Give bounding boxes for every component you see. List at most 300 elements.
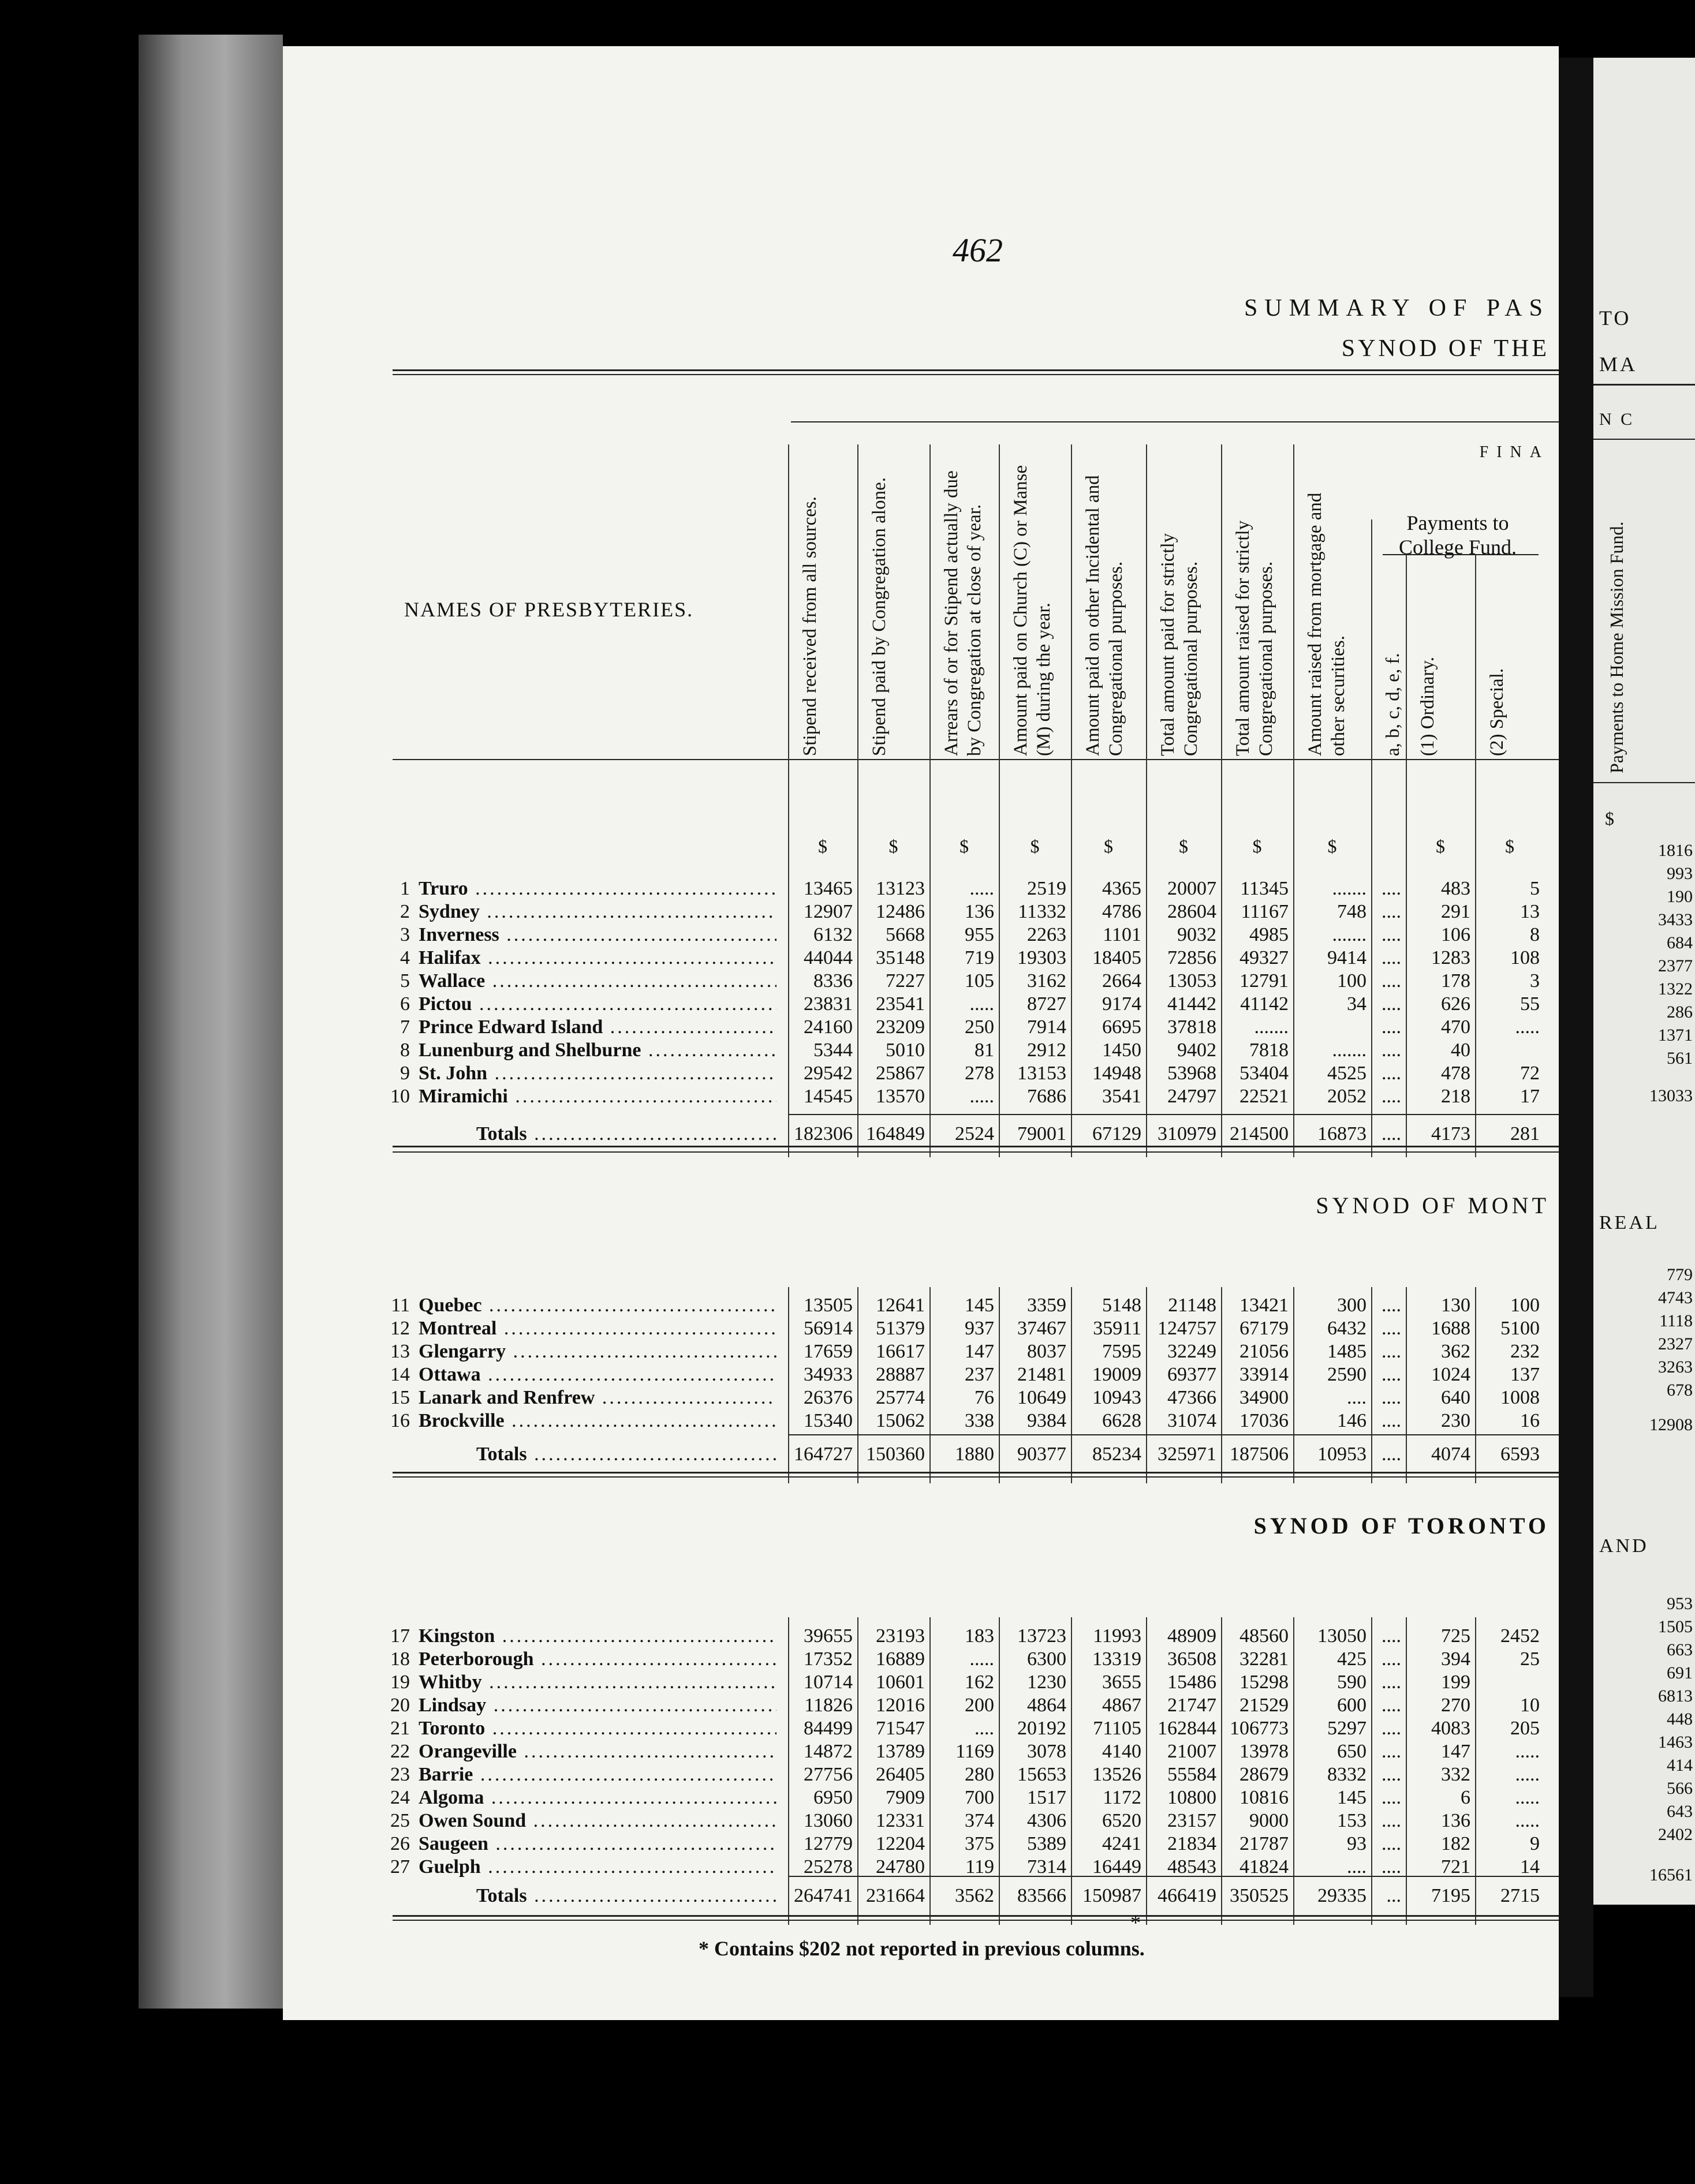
cell-col-1: 29542 xyxy=(804,1063,853,1084)
cell-col-11: 2715 xyxy=(1500,1885,1540,1906)
cell-col-7: 12791 xyxy=(1239,970,1289,992)
cell-col-10: 130 xyxy=(1441,1295,1470,1316)
cell-col-10: 478 xyxy=(1441,1063,1470,1084)
facing-value: 566 xyxy=(1667,1779,1693,1798)
cell-col-7: 34900 xyxy=(1239,1387,1289,1408)
cell-col-11: 9 xyxy=(1530,1833,1540,1854)
cell-col-3: 119 xyxy=(965,1856,994,1878)
cell-col-4: 10649 xyxy=(1017,1387,1066,1408)
table-row xyxy=(283,1763,1559,1786)
presbytery-name: Montreal ..... xyxy=(419,1317,776,1340)
presbytery-name: Lunenburg and Shelburne ..... xyxy=(419,1039,776,1062)
cell-col-7: 10816 xyxy=(1239,1787,1289,1808)
cell-col-6: 13053 xyxy=(1167,970,1216,992)
cell-col-7: 28679 xyxy=(1239,1764,1289,1785)
cell-col-10: 626 xyxy=(1441,993,1470,1015)
table-row xyxy=(283,993,1559,1016)
cell-col-1: 26376 xyxy=(804,1387,853,1408)
cell-col-1: 17659 xyxy=(804,1341,853,1362)
cell-col-11: 2452 xyxy=(1500,1625,1540,1647)
row-number: 15 xyxy=(390,1387,410,1408)
table-row xyxy=(283,1648,1559,1671)
cell-col-10: 721 xyxy=(1441,1856,1470,1878)
column-header-6: Total amount paid for strictly Congregational purposes. xyxy=(1158,533,1201,756)
totals-row xyxy=(283,1123,1559,1146)
cell-col-3: 338 xyxy=(965,1410,994,1431)
header-rule xyxy=(393,369,1559,371)
facing-value: 1505 xyxy=(1658,1617,1693,1636)
cell-col-1: 12907 xyxy=(804,901,853,922)
row-number: 19 xyxy=(390,1671,410,1693)
cell-col-5: 1172 xyxy=(1103,1787,1141,1808)
presbytery-name: Glengarry ..... xyxy=(419,1340,776,1363)
cell-col-6: 325971 xyxy=(1158,1443,1216,1465)
cell-col-9: .... xyxy=(1382,1318,1401,1339)
cell-col-11: ..... xyxy=(1515,1764,1540,1785)
cell-col-8: 748 xyxy=(1337,901,1367,922)
cell-col-7: 214500 xyxy=(1230,1123,1289,1145)
cell-col-1: 13505 xyxy=(804,1295,853,1316)
cell-col-1: 44044 xyxy=(804,947,853,968)
cell-col-8: 34 xyxy=(1347,993,1367,1015)
cell-col-8: 145 xyxy=(1337,1787,1367,1808)
cell-col-4: 13153 xyxy=(1017,1063,1066,1084)
cell-col-11: 108 xyxy=(1510,947,1540,968)
cell-col-8: 16873 xyxy=(1317,1123,1367,1145)
table-row xyxy=(283,1363,1559,1386)
cell-col-8: 29335 xyxy=(1317,1885,1367,1906)
cell-col-8: 9414 xyxy=(1327,947,1367,968)
cell-col-8: 425 xyxy=(1337,1648,1367,1670)
cell-col-2: 23193 xyxy=(876,1625,925,1647)
cell-col-3: 200 xyxy=(965,1695,994,1716)
cell-col-2: 5668 xyxy=(886,924,925,945)
cell-col-4: 2912 xyxy=(1027,1039,1066,1061)
cell-col-2: 12331 xyxy=(876,1810,925,1831)
cell-col-6: 72856 xyxy=(1167,947,1216,968)
cell-col-11: 10 xyxy=(1520,1695,1540,1716)
facing-value: 286 xyxy=(1667,1003,1693,1022)
cell-col-4: 15653 xyxy=(1017,1764,1066,1785)
cell-col-8: 13050 xyxy=(1317,1625,1367,1647)
cell-col-1: 23831 xyxy=(804,993,853,1015)
cell-col-1: 5344 xyxy=(813,1039,853,1061)
cell-col-6: 47366 xyxy=(1167,1387,1216,1408)
cell-col-2: 15062 xyxy=(876,1410,925,1431)
cell-col-7: 17036 xyxy=(1239,1410,1289,1431)
cell-col-6: 9032 xyxy=(1177,924,1216,945)
facing-total: 12908 xyxy=(1649,1415,1693,1434)
cell-col-1: 182306 xyxy=(794,1123,853,1145)
cell-col-3: ..... xyxy=(969,993,994,1015)
facing-value: 1322 xyxy=(1658,979,1693,998)
facing-total: 16561 xyxy=(1649,1865,1693,1884)
cell-col-9: .... xyxy=(1382,1695,1401,1716)
cell-col-8: 153 xyxy=(1337,1810,1367,1831)
cell-col-7: 13421 xyxy=(1239,1295,1289,1316)
presbytery-name: Guelph ..... xyxy=(419,1856,776,1879)
cell-col-11: 1008 xyxy=(1500,1387,1540,1408)
cell-col-6: 15486 xyxy=(1167,1671,1216,1693)
cell-col-4: 3078 xyxy=(1027,1741,1066,1762)
cell-col-5: 6628 xyxy=(1102,1410,1141,1431)
cell-col-6: 41442 xyxy=(1167,993,1216,1015)
cell-col-5: 1101 xyxy=(1103,924,1141,945)
cell-col-7: 350525 xyxy=(1230,1885,1289,1906)
column-header-8: Amount raised from mortgage and other securities. xyxy=(1305,492,1349,756)
facing-value: 993 xyxy=(1667,864,1693,883)
column-header-rule xyxy=(393,759,1559,760)
facing-total: 13033 xyxy=(1649,1086,1693,1105)
cell-col-3: 375 xyxy=(965,1833,994,1854)
cell-col-9: .... xyxy=(1382,1764,1401,1785)
presbytery-name: Halifax ..... xyxy=(419,947,776,970)
cell-col-8: 600 xyxy=(1337,1695,1367,1716)
cell-col-5: 4241 xyxy=(1102,1833,1141,1854)
cell-col-11: 13 xyxy=(1520,901,1540,922)
cell-col-5: 14948 xyxy=(1092,1063,1141,1084)
cell-col-9: .... xyxy=(1382,901,1401,922)
cell-col-4: 7914 xyxy=(1027,1016,1066,1038)
table-row xyxy=(283,970,1559,993)
synod-heading: SYNOD OF MONT xyxy=(1316,1192,1550,1218)
cell-col-1: 8336 xyxy=(813,970,853,992)
cell-col-3: 280 xyxy=(965,1764,994,1785)
cell-col-4: 6300 xyxy=(1027,1648,1066,1670)
cell-col-2: 16889 xyxy=(876,1648,925,1670)
cell-col-1: 6950 xyxy=(813,1787,853,1808)
cell-col-10: 147 xyxy=(1441,1741,1470,1762)
table-row xyxy=(283,1386,1559,1409)
cell-col-5: 85234 xyxy=(1092,1443,1141,1465)
cell-col-6: 20007 xyxy=(1167,878,1216,899)
cell-col-5: 1450 xyxy=(1102,1039,1141,1061)
row-number: 14 xyxy=(390,1364,410,1385)
cell-col-7: 33914 xyxy=(1239,1364,1289,1385)
row-number: 25 xyxy=(390,1810,410,1831)
facing-value: 1371 xyxy=(1658,1026,1693,1045)
facing-value: 1118 xyxy=(1659,1311,1693,1330)
cell-col-1: 24160 xyxy=(804,1016,853,1038)
column-header-1: Stipend received from all sources. xyxy=(800,496,820,756)
facing-value: 190 xyxy=(1667,887,1693,906)
cell-col-2: 25867 xyxy=(876,1063,925,1084)
row-number: 9 xyxy=(400,1063,410,1084)
cell-col-2: 25774 xyxy=(876,1387,925,1408)
section-rule xyxy=(788,1114,1559,1115)
cell-col-7: 22521 xyxy=(1239,1086,1289,1107)
cell-col-4: 20192 xyxy=(1017,1718,1066,1739)
presbytery-name: Lanark and Renfrew ..... xyxy=(419,1386,776,1409)
presbytery-name: St. John ..... xyxy=(419,1062,776,1085)
cell-col-9: .... xyxy=(1382,1063,1401,1084)
facing-value: 448 xyxy=(1667,1710,1693,1729)
cell-col-6: 55584 xyxy=(1167,1764,1216,1785)
cell-col-1: 264741 xyxy=(794,1885,853,1906)
cell-col-4: 19303 xyxy=(1017,947,1066,968)
cell-col-8: 146 xyxy=(1337,1410,1367,1431)
cell-col-11: 8 xyxy=(1530,924,1540,945)
facing-rule xyxy=(1593,384,1695,386)
column-header-4: Amount paid on Church (C) or Manse (M) during the year. xyxy=(1010,465,1054,756)
cell-col-8: 1485 xyxy=(1327,1341,1367,1362)
cell-col-3: 278 xyxy=(965,1063,994,1084)
cell-col-5: 13526 xyxy=(1092,1764,1141,1785)
facing-value: 684 xyxy=(1667,933,1693,952)
cell-col-6: 162844 xyxy=(1158,1718,1216,1739)
cell-col-5: 16449 xyxy=(1092,1856,1141,1878)
table-row xyxy=(283,1809,1559,1833)
cell-col-3: 1880 xyxy=(955,1443,994,1465)
cell-col-2: 150360 xyxy=(866,1443,925,1465)
cell-col-5: 6520 xyxy=(1102,1810,1141,1831)
cell-col-5: 7595 xyxy=(1102,1341,1141,1362)
cell-col-4: 79001 xyxy=(1017,1123,1066,1145)
column-header-5: Amount paid on other Incidental and Congregational purposes. xyxy=(1082,475,1126,756)
cell-col-1: 13465 xyxy=(804,878,853,899)
cell-col-9: .... xyxy=(1382,970,1401,992)
cell-col-11: 5100 xyxy=(1500,1318,1540,1339)
cell-col-3: 3562 xyxy=(955,1885,994,1906)
presbytery-name: Brockville ..... xyxy=(419,1409,776,1433)
cell-col-11: 5 xyxy=(1530,878,1540,899)
cell-col-4: 21481 xyxy=(1017,1364,1066,1385)
header-rule xyxy=(393,374,1559,375)
asterisk-mark: * xyxy=(1130,1911,1141,1934)
cell-col-3: 76 xyxy=(975,1387,994,1408)
presbytery-name: Wallace ..... xyxy=(419,970,776,993)
cell-col-3: 700 xyxy=(965,1787,994,1808)
cell-col-1: 11826 xyxy=(804,1695,853,1716)
cell-col-6: 69377 xyxy=(1167,1364,1216,1385)
presbytery-name: Truro ..... xyxy=(419,877,776,900)
cell-col-2: 13570 xyxy=(876,1086,925,1107)
cell-col-3: 136 xyxy=(965,901,994,922)
cell-col-6: 21007 xyxy=(1167,1741,1216,1762)
facing-rule xyxy=(1593,782,1695,783)
facing-header: N C xyxy=(1599,410,1635,429)
facing-value: 1463 xyxy=(1658,1733,1693,1752)
cell-col-5: 3541 xyxy=(1102,1086,1141,1107)
facing-value: 2327 xyxy=(1658,1334,1693,1353)
table-row xyxy=(283,1016,1559,1039)
table-row xyxy=(283,923,1559,947)
presbytery-name: Orangeville ..... xyxy=(419,1740,776,1763)
row-number: 18 xyxy=(390,1648,410,1670)
cell-col-3: .... xyxy=(975,1718,994,1739)
cell-col-2: 12486 xyxy=(876,901,925,922)
row-number: 24 xyxy=(390,1787,410,1808)
cell-col-2: 23541 xyxy=(876,993,925,1015)
cell-col-10: 483 xyxy=(1441,878,1470,899)
row-number: 3 xyxy=(400,924,410,945)
cell-col-9: .... xyxy=(1382,1086,1401,1107)
cell-col-8: 5297 xyxy=(1327,1718,1367,1739)
cell-col-2: 5010 xyxy=(886,1039,925,1061)
cell-col-2: 26405 xyxy=(876,1764,925,1785)
financial-rule xyxy=(791,421,1559,422)
cell-col-4: 2263 xyxy=(1027,924,1066,945)
cell-col-1: 6132 xyxy=(813,924,853,945)
cell-col-7: 7818 xyxy=(1249,1039,1289,1061)
cell-col-6: 32249 xyxy=(1167,1341,1216,1362)
cell-col-2: 16617 xyxy=(876,1341,925,1362)
cell-col-5: 150987 xyxy=(1082,1885,1141,1906)
cell-col-9: ... xyxy=(1386,1885,1401,1906)
cell-col-10: 332 xyxy=(1441,1764,1470,1785)
cell-col-9: .... xyxy=(1382,1833,1401,1854)
cell-col-9: .... xyxy=(1382,1410,1401,1431)
cell-col-10: 291 xyxy=(1441,901,1470,922)
cell-col-6: 9402 xyxy=(1177,1039,1216,1061)
synod-heading: SYNOD OF THE xyxy=(1341,335,1550,362)
dollar-sign: $ xyxy=(1505,836,1514,857)
cell-col-9: .... xyxy=(1382,1787,1401,1808)
cell-col-8: ....... xyxy=(1332,924,1367,945)
cell-col-6: 21747 xyxy=(1167,1695,1216,1716)
table-row xyxy=(283,1671,1559,1694)
cell-col-1: 34933 xyxy=(804,1364,853,1385)
table-row xyxy=(283,1740,1559,1763)
cell-col-3: ..... xyxy=(969,878,994,899)
cell-col-2: 7227 xyxy=(886,970,925,992)
facing-value: 414 xyxy=(1667,1756,1693,1775)
cell-col-4: 37467 xyxy=(1017,1318,1066,1339)
facing-synod-label: AND xyxy=(1599,1535,1649,1557)
row-number: 5 xyxy=(400,970,410,992)
cell-col-1: 25278 xyxy=(804,1856,853,1878)
row-number: 17 xyxy=(390,1625,410,1647)
cell-col-3: 955 xyxy=(965,924,994,945)
cell-col-10: 136 xyxy=(1441,1810,1470,1831)
cell-col-4: 8727 xyxy=(1027,993,1066,1015)
cell-col-11: 55 xyxy=(1520,993,1540,1015)
table-row xyxy=(283,1085,1559,1108)
cell-col-9: .... xyxy=(1382,1341,1401,1362)
dollar-sign: $ xyxy=(959,836,969,857)
cell-col-8: 100 xyxy=(1337,970,1367,992)
cell-col-7: 21056 xyxy=(1239,1341,1289,1362)
cell-col-7: 187506 xyxy=(1230,1443,1289,1465)
table-row xyxy=(283,1625,1559,1648)
cell-col-5: 3655 xyxy=(1102,1671,1141,1693)
table-row xyxy=(283,877,1559,900)
cell-col-7: 21787 xyxy=(1239,1833,1289,1854)
cell-col-2: 12641 xyxy=(876,1295,925,1316)
page-number: 462 xyxy=(953,231,1003,269)
cell-col-3: ..... xyxy=(969,1648,994,1670)
cell-col-7: 11167 xyxy=(1241,901,1289,922)
presbytery-name: Inverness ..... xyxy=(419,923,776,947)
cell-col-5: 4365 xyxy=(1102,878,1141,899)
cell-col-1: 13060 xyxy=(804,1810,853,1831)
column-header-2: Stipend paid by Congregation alone. xyxy=(869,477,890,756)
presbytery-name: Pictou ..... xyxy=(419,993,776,1016)
cell-col-4: 7314 xyxy=(1027,1856,1066,1878)
row-number: 21 xyxy=(390,1718,410,1739)
book-spine xyxy=(139,35,283,2009)
cell-col-4: 7686 xyxy=(1027,1086,1066,1107)
cell-col-8: 2052 xyxy=(1327,1086,1367,1107)
cell-col-10: 1283 xyxy=(1431,947,1470,968)
facing-value: 2402 xyxy=(1658,1825,1693,1844)
cell-col-9: .... xyxy=(1382,1123,1401,1145)
page-title: SUMMARY OF PAS xyxy=(1244,295,1550,321)
cell-col-7: 13978 xyxy=(1239,1741,1289,1762)
cell-col-8: 93 xyxy=(1347,1833,1367,1854)
dollar-sign: $ xyxy=(888,836,898,857)
presbytery-name: Peterborough ..... xyxy=(419,1648,776,1671)
totals-label: Totals ..... xyxy=(476,1123,776,1146)
cell-col-10: 270 xyxy=(1441,1695,1470,1716)
row-number: 13 xyxy=(390,1341,410,1362)
cell-col-3: 937 xyxy=(965,1318,994,1339)
cell-col-4: 4306 xyxy=(1027,1810,1066,1831)
cell-col-9: .... xyxy=(1382,947,1401,968)
cell-col-5: 35911 xyxy=(1093,1318,1141,1339)
cell-col-9: .... xyxy=(1382,1016,1401,1038)
cell-col-11: 6593 xyxy=(1500,1443,1540,1465)
cell-col-10: 4074 xyxy=(1431,1443,1470,1465)
cell-col-1: 17352 xyxy=(804,1648,853,1670)
cell-col-10: 4173 xyxy=(1431,1123,1470,1145)
cell-col-2: 12204 xyxy=(876,1833,925,1854)
cell-col-5: 4140 xyxy=(1102,1741,1141,1762)
cell-col-9: .... xyxy=(1382,1718,1401,1739)
cell-col-5: 4786 xyxy=(1102,901,1141,922)
cell-col-10: 640 xyxy=(1441,1387,1470,1408)
dollar-sign: $ xyxy=(1605,808,1614,829)
row-number: 10 xyxy=(390,1086,410,1107)
row-number: 12 xyxy=(390,1318,410,1339)
dollar-sign: $ xyxy=(1179,836,1188,857)
cell-col-5: 10943 xyxy=(1092,1387,1141,1408)
cell-col-3: 81 xyxy=(975,1039,994,1061)
cell-col-3: 374 xyxy=(965,1810,994,1831)
cell-col-10: 1024 xyxy=(1431,1364,1470,1385)
facing-value: 678 xyxy=(1667,1381,1693,1400)
cell-col-11: 17 xyxy=(1520,1086,1540,1107)
cell-col-10: 1688 xyxy=(1431,1318,1470,1339)
cell-col-10: 178 xyxy=(1441,970,1470,992)
cell-col-11: 72 xyxy=(1520,1063,1540,1084)
cell-col-6: 23157 xyxy=(1167,1810,1216,1831)
cell-col-1: 164727 xyxy=(794,1443,853,1465)
table-row xyxy=(283,1694,1559,1717)
facing-synod-label: REAL xyxy=(1599,1212,1660,1233)
cell-col-2: 7909 xyxy=(886,1787,925,1808)
presbytery-name: Ottawa ..... xyxy=(419,1363,776,1386)
cell-col-9: .... xyxy=(1382,1387,1401,1408)
dollar-sign: $ xyxy=(1252,836,1262,857)
cell-col-7: 4985 xyxy=(1249,924,1289,945)
cell-col-7: 53404 xyxy=(1239,1063,1289,1084)
presbytery-name: Owen Sound ..... xyxy=(419,1809,776,1833)
cell-col-4: 1230 xyxy=(1027,1671,1066,1693)
cell-col-2: 231664 xyxy=(866,1885,925,1906)
cell-col-3: 1169 xyxy=(955,1741,994,1762)
cell-col-10: 40 xyxy=(1451,1039,1470,1061)
cell-col-9: .... xyxy=(1382,1443,1401,1465)
cell-col-3: 162 xyxy=(965,1671,994,1693)
cell-col-1: 14872 xyxy=(804,1741,853,1762)
cell-col-11: 281 xyxy=(1510,1123,1540,1145)
row-number: 11 xyxy=(391,1295,410,1316)
cell-col-2: 28887 xyxy=(876,1364,925,1385)
table-row xyxy=(283,1833,1559,1856)
presbytery-name: Quebec ..... xyxy=(419,1294,776,1317)
row-number: 20 xyxy=(390,1695,410,1716)
